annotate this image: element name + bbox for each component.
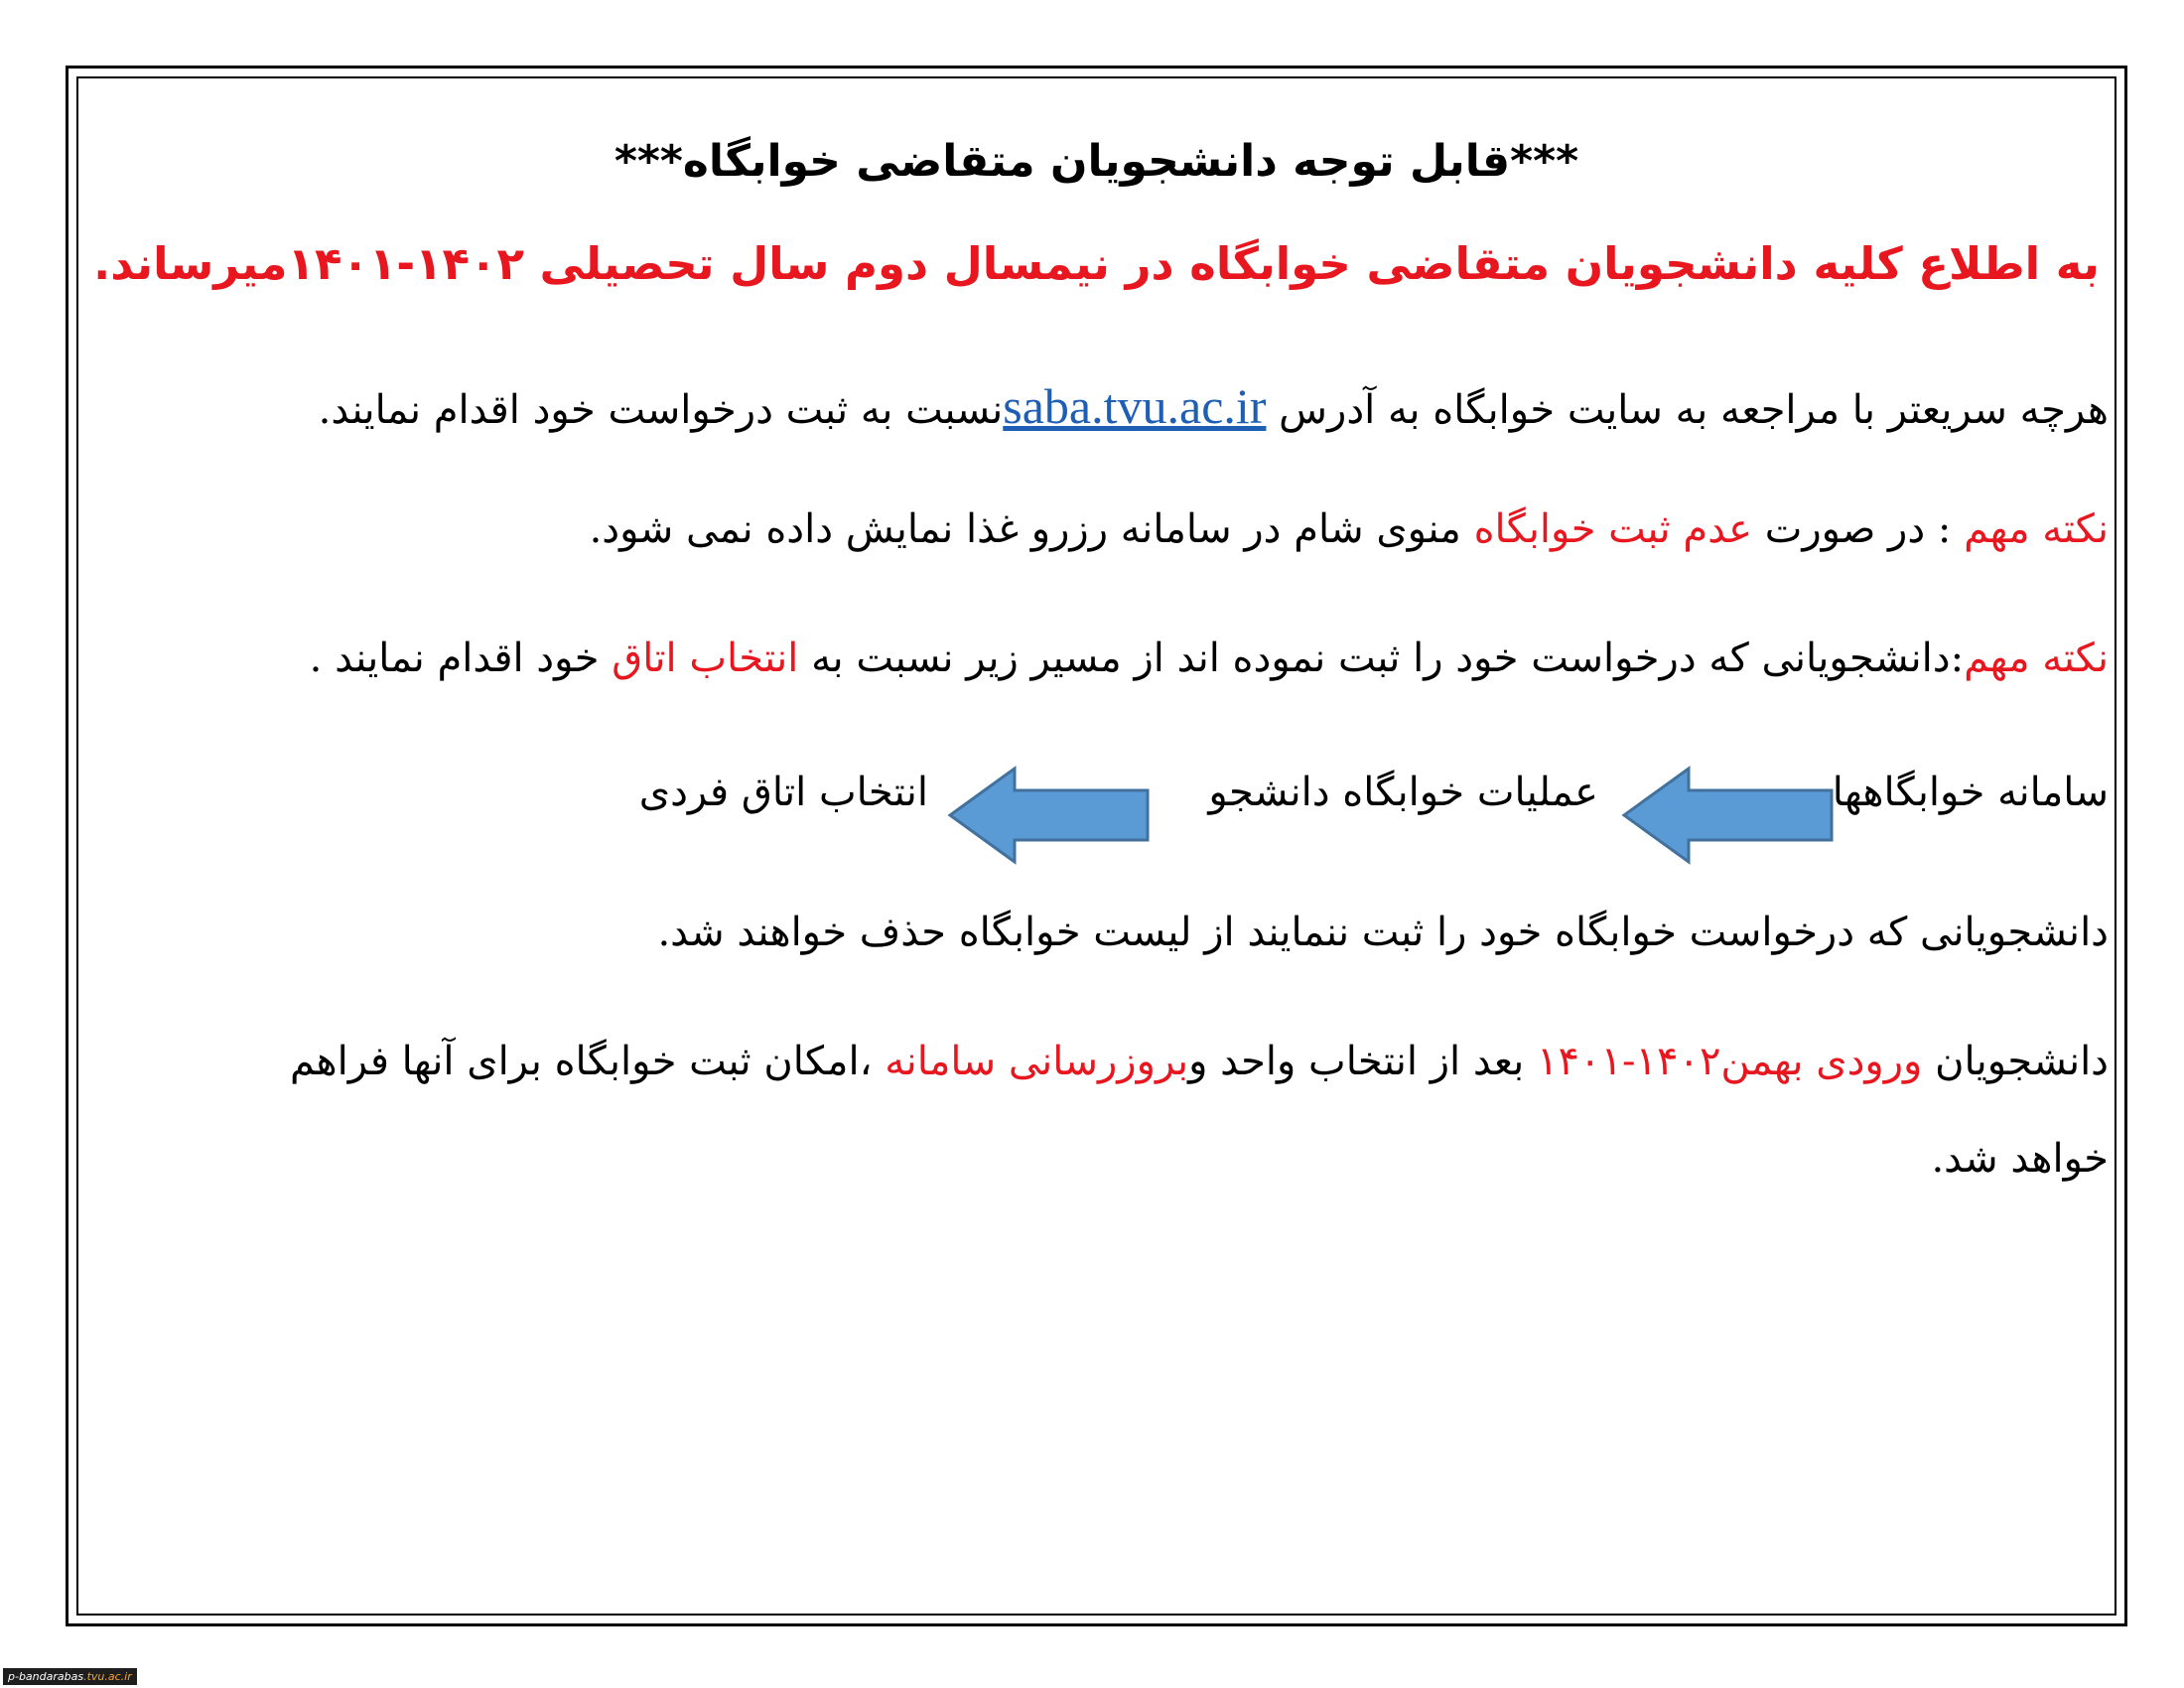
site-watermark (3, 1668, 137, 1685)
watermark-prefix: p-bandarabas (8, 1670, 84, 1683)
important-note-1-text-b: منوی شام در سامانه رزرو غذا نمایش داده نمی شود. (589, 506, 1474, 552)
important-note-1-text-a: : در صورت (1751, 506, 1965, 552)
watermark-domain: .tvu.ac.ir (83, 1670, 132, 1683)
path-step-dormitory-system: سامانه خوابگاهها (1832, 770, 2109, 815)
paragraph-new-students (290, 1038, 2109, 1085)
new-students-entry-term: ورودی بهمن۱۴۰۲-۱۴۰۱ (1537, 1039, 1923, 1084)
path-arrow-left-icon-2 (947, 766, 1152, 865)
path-step-select-room: انتخاب اتاق فردی (638, 770, 928, 815)
paragraph-new-students-line-2: خواهد شد. (1931, 1136, 2109, 1182)
path-arrow-left-icon-1 (1621, 766, 1836, 865)
paragraph-registration (319, 376, 2109, 436)
new-students-text-b: بعد از انتخاب واحد و (1188, 1039, 1538, 1084)
new-students-text-c: ،امکان ثبت خوابگاه برای آنها فراهم (289, 1039, 886, 1084)
notice-inner-border (76, 76, 2116, 1616)
path-step-dormitory-operations: عملیات خوابگاه دانشجو (1208, 770, 1598, 815)
important-note-2-text-b: خود اقدام نمایند . (309, 635, 613, 681)
paragraph-important-note-2 (310, 634, 2109, 682)
important-note-1-highlight: عدم ثبت خوابگاه (1473, 506, 1752, 552)
notice-subtitle: به اطلاع کلیه دانشجویان متقاضی خوابگاه در نیمسال دوم سال تحصیلی ۱۴۰۲-۱۴۰۱میرساند. (93, 237, 2100, 290)
important-note-2-text-a: :دانشجویانی که درخواست خود را ثبت نموده اند از مسیر زیر نسبت به (798, 635, 1965, 681)
important-note-2-highlight: انتخاب اتاق (612, 635, 799, 681)
notice-title: ***قابل توجه دانشجویان متقاضی خوابگاه*** (614, 136, 1579, 187)
paragraph-important-note-1 (590, 505, 2109, 553)
dormitory-site-link[interactable]: saba.tvu.ac.ir (1003, 378, 1267, 434)
paragraph-removal-warning: دانشجویانی که درخواست خوابگاه خود را ثبت ننمایند از لیست خوابگاه حذف خواهند شد. (657, 910, 2109, 955)
important-note-label-1: نکته مهم (1964, 506, 2109, 552)
new-students-system-update: بروزرسانی سامانه (885, 1039, 1189, 1084)
paragraph-registration-text-end: نسبت به ثبت درخواست خود اقدام نمایند. (318, 387, 1004, 433)
notice-border (66, 66, 2127, 1626)
important-note-label-2: نکته مهم (1964, 635, 2109, 681)
new-students-text-a: دانشجویان (1922, 1039, 2109, 1084)
paragraph-registration-text-start: هرچه سریعتر با مراجعه به سایت خوابگاه به آدرس (1266, 387, 2109, 433)
